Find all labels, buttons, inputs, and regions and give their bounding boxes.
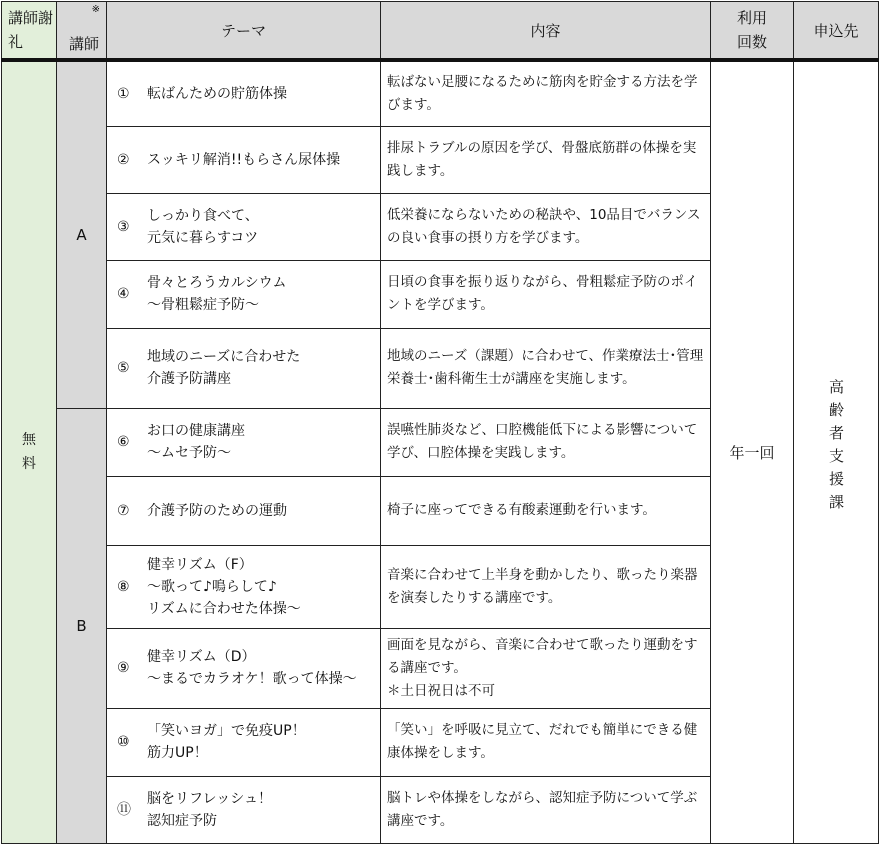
- theme-number: ⑧: [117, 578, 130, 595]
- theme-title: スッキリ解消!!もらさん尿体操: [147, 151, 341, 168]
- header-row: [2, 2, 879, 61]
- theme-number: ⑨: [117, 660, 130, 676]
- theme-number: ⑩: [117, 734, 130, 750]
- lecturer-group-b: B: [57, 408, 107, 843]
- theme-cell: [107, 545, 381, 628]
- header-theme: テーマ: [107, 2, 381, 61]
- theme-title: お口の健康講座 ～ムセ予防～: [147, 423, 245, 461]
- theme-cell: [107, 193, 381, 260]
- theme-cell: [107, 126, 381, 193]
- theme-cell: [107, 776, 381, 843]
- theme-title: 「笑いヨガ」で免疫UP！ 筋力UP！: [147, 723, 306, 761]
- header-frequency: [711, 2, 794, 61]
- theme-cell: [107, 408, 381, 476]
- description-cell: 低栄養にならないための秘訣や、10品目でバランスの良い食事の摂り方を学びます。: [381, 193, 711, 260]
- header-fee: 講師謝礼: [2, 2, 57, 61]
- theme-title: 介護予防のための運動: [147, 502, 287, 519]
- header-lecturer-label: 講師: [69, 35, 100, 53]
- description-cell: 地域のニーズ（課題）に合わせて、作業療法士･管理栄養士･歯科衛生士が講座を実施します。: [381, 328, 711, 408]
- theme-number: ②: [117, 151, 130, 168]
- lecturer-group-a: A: [57, 60, 107, 408]
- description-cell: 「笑い」を呼吸に見立て、だれでも簡単にできる健康体操をします。: [381, 708, 711, 776]
- theme-cell: [107, 260, 381, 328]
- theme-cell: [107, 328, 381, 408]
- frequency-cell: 年一回: [711, 60, 794, 843]
- theme-title: 健幸リズム（F） ～歌って♪鳴らして♪ リズムに合わせた体操～: [147, 556, 301, 617]
- header-content: 内容: [381, 2, 711, 61]
- description-cell: 椅子に座ってできる有酸素運動を行います。: [381, 476, 711, 545]
- lecture-table: [1, 1, 879, 844]
- theme-number: ①: [117, 85, 130, 102]
- theme-number: ⑪: [117, 801, 131, 818]
- theme-title: 転ばんための貯筋体操: [147, 85, 287, 102]
- apply-dept: 高齢者支援課: [827, 378, 845, 517]
- header-apply: 申込先: [794, 2, 879, 61]
- theme-number: ⑦: [117, 502, 130, 519]
- theme-title: 骨々とろうカルシウム ～骨粗鬆症予防～: [147, 275, 287, 313]
- header-lecturer: [57, 2, 107, 61]
- theme-title: 健幸リズム（D） ～まるでカラオケ！歌って体操～: [147, 649, 357, 687]
- description-cell: 画面を見ながら、音楽に合わせて歌ったり運動をする講座です。 ＊土日祝日は不可: [381, 628, 711, 708]
- theme-cell: [107, 60, 381, 126]
- theme-cell: [107, 708, 381, 776]
- description-cell: 音楽に合わせて上半身を動かしたり、歌ったり楽器を演奏したりする講座です。: [381, 545, 711, 628]
- theme-cell: [107, 628, 381, 708]
- table-row: [2, 60, 879, 126]
- fee-cell: [2, 60, 57, 843]
- description-cell: 誤嚥性肺炎など、口腔機能低下による影響について学び、口腔体操を実践します。: [381, 408, 711, 476]
- theme-cell: [107, 476, 381, 545]
- description-cell: 排尿トラブルの原因を学び、骨盤底筋群の体操を実践します。: [381, 126, 711, 193]
- theme-number: ③: [117, 218, 130, 235]
- description-cell: 脳トレや体操をしながら、認知症予防について学ぶ講座です。: [381, 776, 711, 843]
- description-cell: 日頃の食事を振り返りながら、骨粗鬆症予防のポイントを学びます。: [381, 260, 711, 328]
- theme-number: ④: [117, 286, 130, 302]
- theme-title: 地域のニーズに合わせた 介護予防講座: [147, 349, 301, 387]
- note-mark: ※: [91, 4, 100, 15]
- theme-number: ⑥: [117, 434, 130, 450]
- fee-label: 無料: [22, 432, 36, 473]
- description-cell: 転ばない足腰になるために筋肉を貯金する方法を学びます。: [381, 60, 711, 126]
- header-frequency-label: 利用回数: [736, 9, 767, 51]
- theme-title: 脳をリフレッシュ！ 認知症予防: [147, 790, 273, 829]
- theme-title: しっかり食べて、 元気に暮らすコツ: [147, 207, 259, 246]
- theme-number: ⑤: [117, 360, 130, 376]
- apply-cell: [794, 60, 879, 843]
